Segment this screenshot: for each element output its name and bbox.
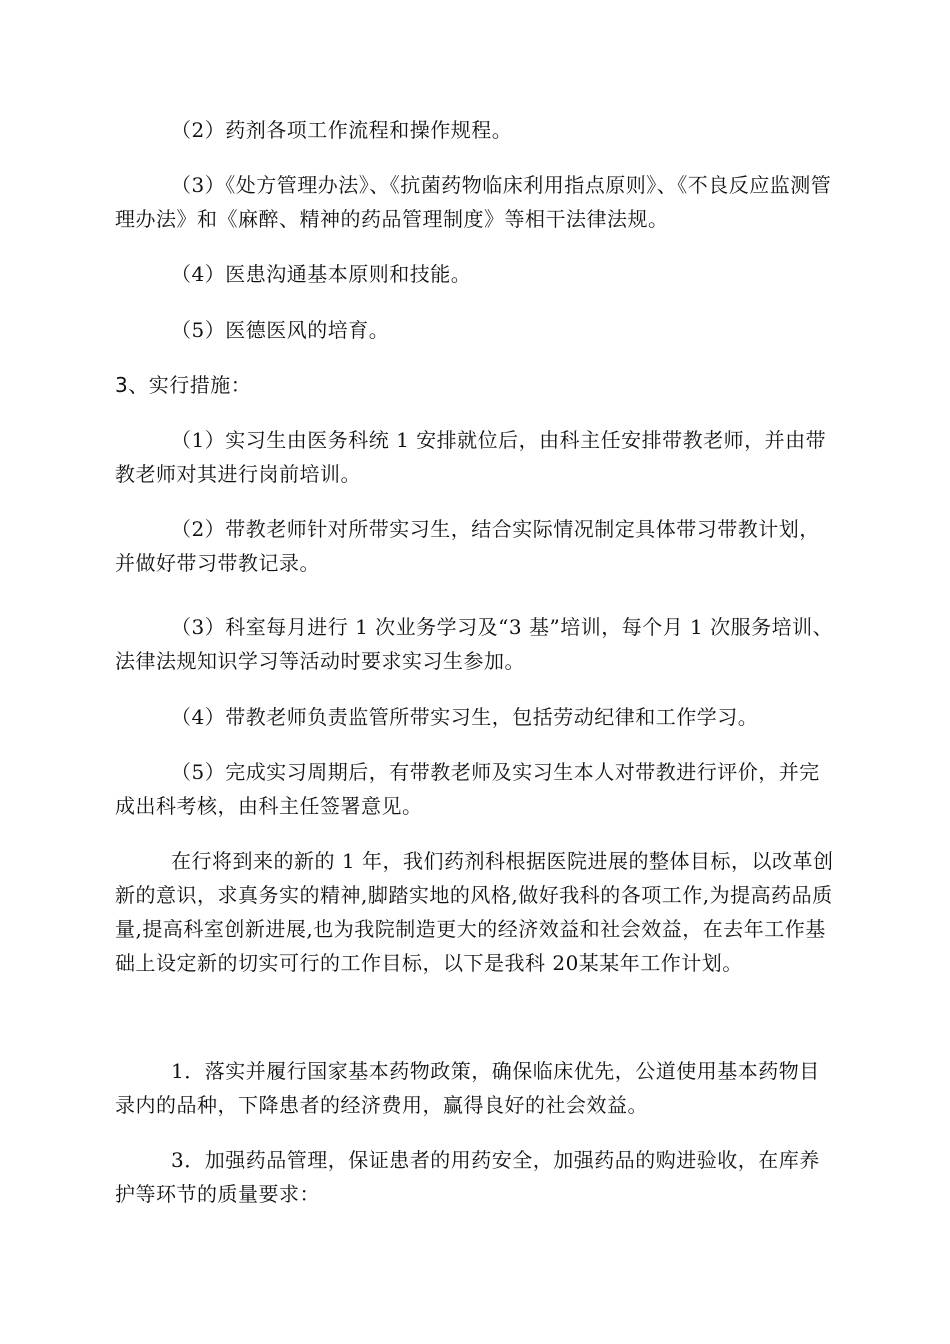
paragraph-annual-plan-intro: 在行将到来的新的 1 年，我们药剂科根据医院进展的整体目标，以改革创新的意识，求真务实的精神,脚踏实地的风格,做好我科的各项工作,为提高药品质量,提高科室创新进展,也为我院制造更大的经济效益和社会效益，在去年工作基础上设定新的切实可行的工作目标，以下是我科 20某某年工作计划。	[115, 849, 834, 975]
paragraph-measure-2: （2）带教老师针对所带实习生，结合实际情况制定具体带习带教计划，并做好带习带教记录。	[115, 517, 820, 575]
paragraph-workflow: （2）药剂各项工作流程和操作规程。	[171, 118, 513, 142]
paragraph-communication: （4）医患沟通基本原则和技能。	[171, 262, 472, 286]
paragraph-measure-1: （1）实习生由医务科统 1 安排就位后，由科主任安排带教老师，并由带教老师对其进行岗前培训。	[115, 428, 827, 486]
section-heading-measures: 3、实行措施：	[115, 373, 252, 397]
paragraph-plan-item-3: 3．加强药品管理，保证患者的用药安全，加强药品的购进验收，在库养护等环节的质量要求：	[115, 1148, 820, 1206]
paragraph-plan-item-1: 1．落实并履行国家基本药物政策，确保临床优先，公道使用基本药物目录内的品种，下降患者的经济费用，赢得良好的社会效益。	[115, 1059, 820, 1117]
paragraph-ethics: （5）医德医风的培育。	[171, 318, 390, 342]
paragraph-measure-5: （5）完成实习周期后，有带教老师及实习生本人对带教进行评价，并完成出科考核，由科主任签署意见。	[115, 760, 820, 818]
paragraph-measure-4: （4）带教老师负责监管所带实习生，包括劳动纪律和工作学习。	[171, 705, 759, 729]
paragraph-measure-3: （3）科室每月进行 1 次业务学习及“3 基”培训，每个月 1 次服务培训、法律法规知识学习等活动时要求实习生参加。	[115, 615, 834, 673]
paragraph-regulations: （3）《处方管理办法》、《抗菌药物临床利用指点原则》、《不良反应监测管理办法》和《麻醉、精神的药品管理制度》等相干法律法规。	[115, 173, 832, 231]
